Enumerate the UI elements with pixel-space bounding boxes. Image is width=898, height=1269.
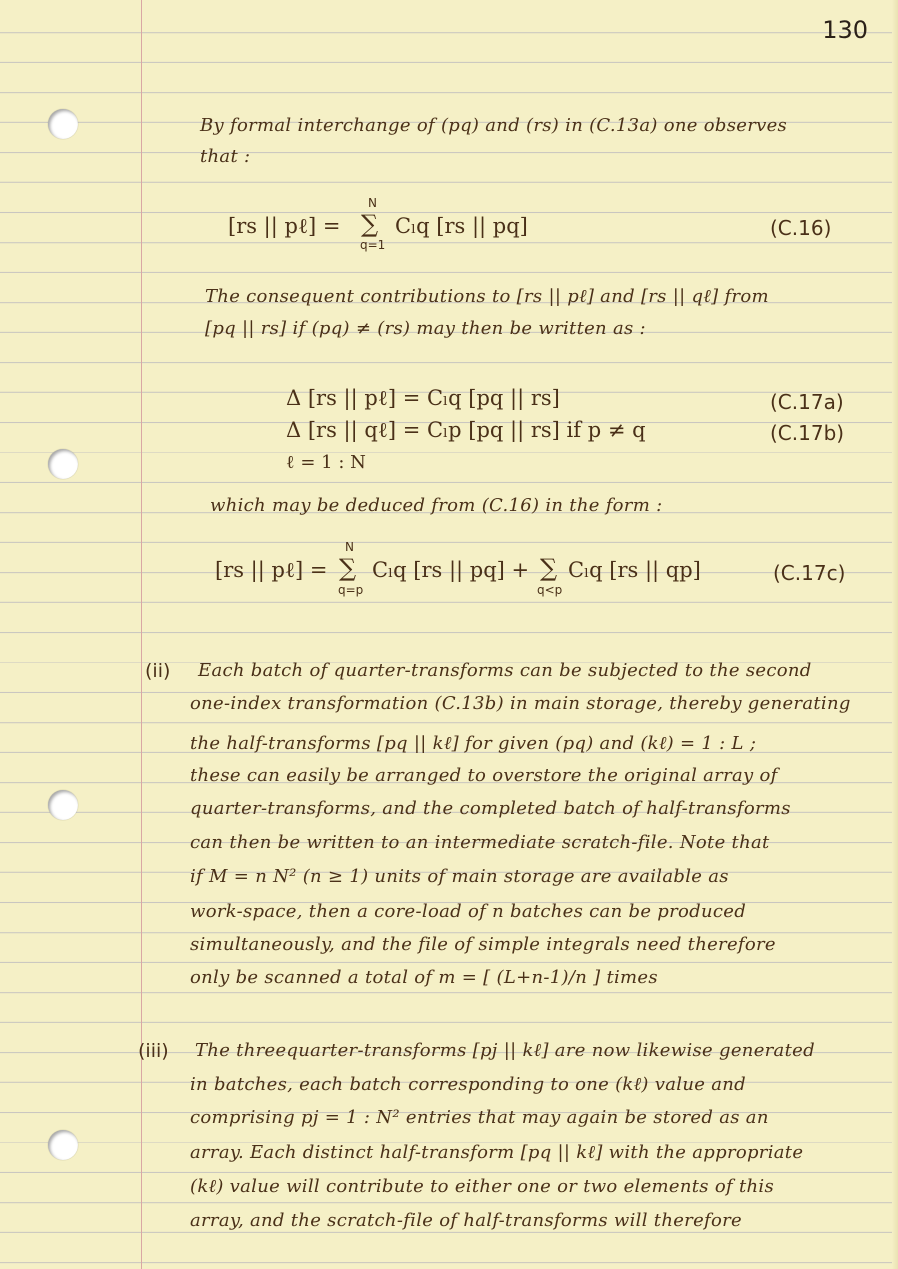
contrib-line-1: The consequent contributions to [rs || pℓ] and [rs || qℓ] from [205,286,769,307]
item-ii-line-6: can then be written to an intermediate scratch-file. Note that [190,832,770,853]
eq-c17a-number: (C.17a) [770,390,844,414]
margin-rule [141,0,142,1269]
item-iii-line-4: array. Each distinct half-transform [pq || kℓ] with the appropriate [190,1142,804,1163]
contrib-line-2: [pq || rs] if (pq) ≠ (rs) may then be written as : [205,318,646,339]
eq-range: ℓ = 1 : N [286,452,366,473]
item-ii-line-8: work-space, then a core-load of n batches can be produced [190,901,747,922]
punch-hole-1 [48,109,78,139]
eq-c17c-sum1-bottom: q=p [338,583,364,597]
item-iii-line-2: in batches, each batch corresponding to one (kℓ) value and [190,1074,746,1095]
item-ii-line-7: if M = n N² (n ≥ 1) units of main storage are available as [190,866,729,887]
eq-c17c-sum1-top: N [345,540,354,554]
eq-c16-rhs: Cₗq [rs || pq] [395,214,528,238]
eq-c17a-expr: Δ [rs || pℓ] = Cₗq [pq || rs] [286,386,560,410]
item-iii-line-6: array, and the scratch-file of half-transforms will therefore [190,1210,742,1231]
eq-c17c-mid: Cₗq [rs || pq] + [372,558,530,582]
eq-c17c-rhs: Cₗq [rs || qp] [568,558,701,582]
item-ii-line-4: these can easily be arranged to overstore the original array of [190,765,778,786]
punch-hole-2 [48,449,78,479]
punch-hole-4 [48,1130,78,1160]
eq-c17c-sum2-sign: ∑ [540,554,558,582]
deduced-line: which may be deduced from (C.16) in the form : [210,495,663,516]
intro-line-2: that : [200,146,251,167]
eq-c16-lhs: [rs || pℓ] = [228,214,341,238]
eq-c16-sum-bottom: q=1 [360,238,386,252]
item-iii-line-3: comprising pj = 1 : N² entries that may again be stored as an [190,1107,769,1128]
eq-c17b-expr: Δ [rs || qℓ] = Cₗp [pq || rs] if p ≠ q [286,418,646,442]
item-ii-line-3: the half-transforms [pq || kℓ] for given (pq) and (kℓ) = 1 : L ; [190,733,757,754]
item-ii-line-9: simultaneously, and the file of simple integrals need therefore [190,934,776,955]
page-edge [892,0,898,1269]
item-ii-line-2: one-index transformation (C.13b) in main storage, thereby generating [190,693,851,714]
eq-c17c-sum2-bottom: q<p [537,583,563,597]
punch-hole-3 [48,790,78,820]
item-ii-line-10: only be scanned a total of m = [ (L+n-1)/n ] times [190,967,658,988]
item-iii-label: (iii) [138,1040,169,1062]
item-iii-line-1: The threequarter-transforms [pj || kℓ] are now likewise generated [195,1040,815,1061]
eq-c16-number: (C.16) [770,216,832,240]
item-ii-line-1: Each batch of quarter-transforms can be subjected to the second [198,660,812,681]
item-iii-line-5: (kℓ) value will contribute to either one or two elements of this [190,1176,775,1197]
eq-c17c-number: (C.17c) [773,561,846,585]
page-number: 130 [822,16,868,44]
eq-c16-sum-top: N [368,196,377,210]
intro-line-1: By formal interchange of (pq) and (rs) in (C.13a) one observes [200,115,788,136]
eq-c16-sum-sign: ∑ [361,210,379,238]
eq-c17c-sum1-sign: ∑ [339,554,357,582]
eq-c17c-lhs: [rs || pℓ] = [215,558,328,582]
item-ii-line-5: quarter-transforms, and the completed batch of half-transforms [190,798,791,819]
item-ii-label: (ii) [145,660,171,682]
eq-c17b-number: (C.17b) [770,421,845,445]
